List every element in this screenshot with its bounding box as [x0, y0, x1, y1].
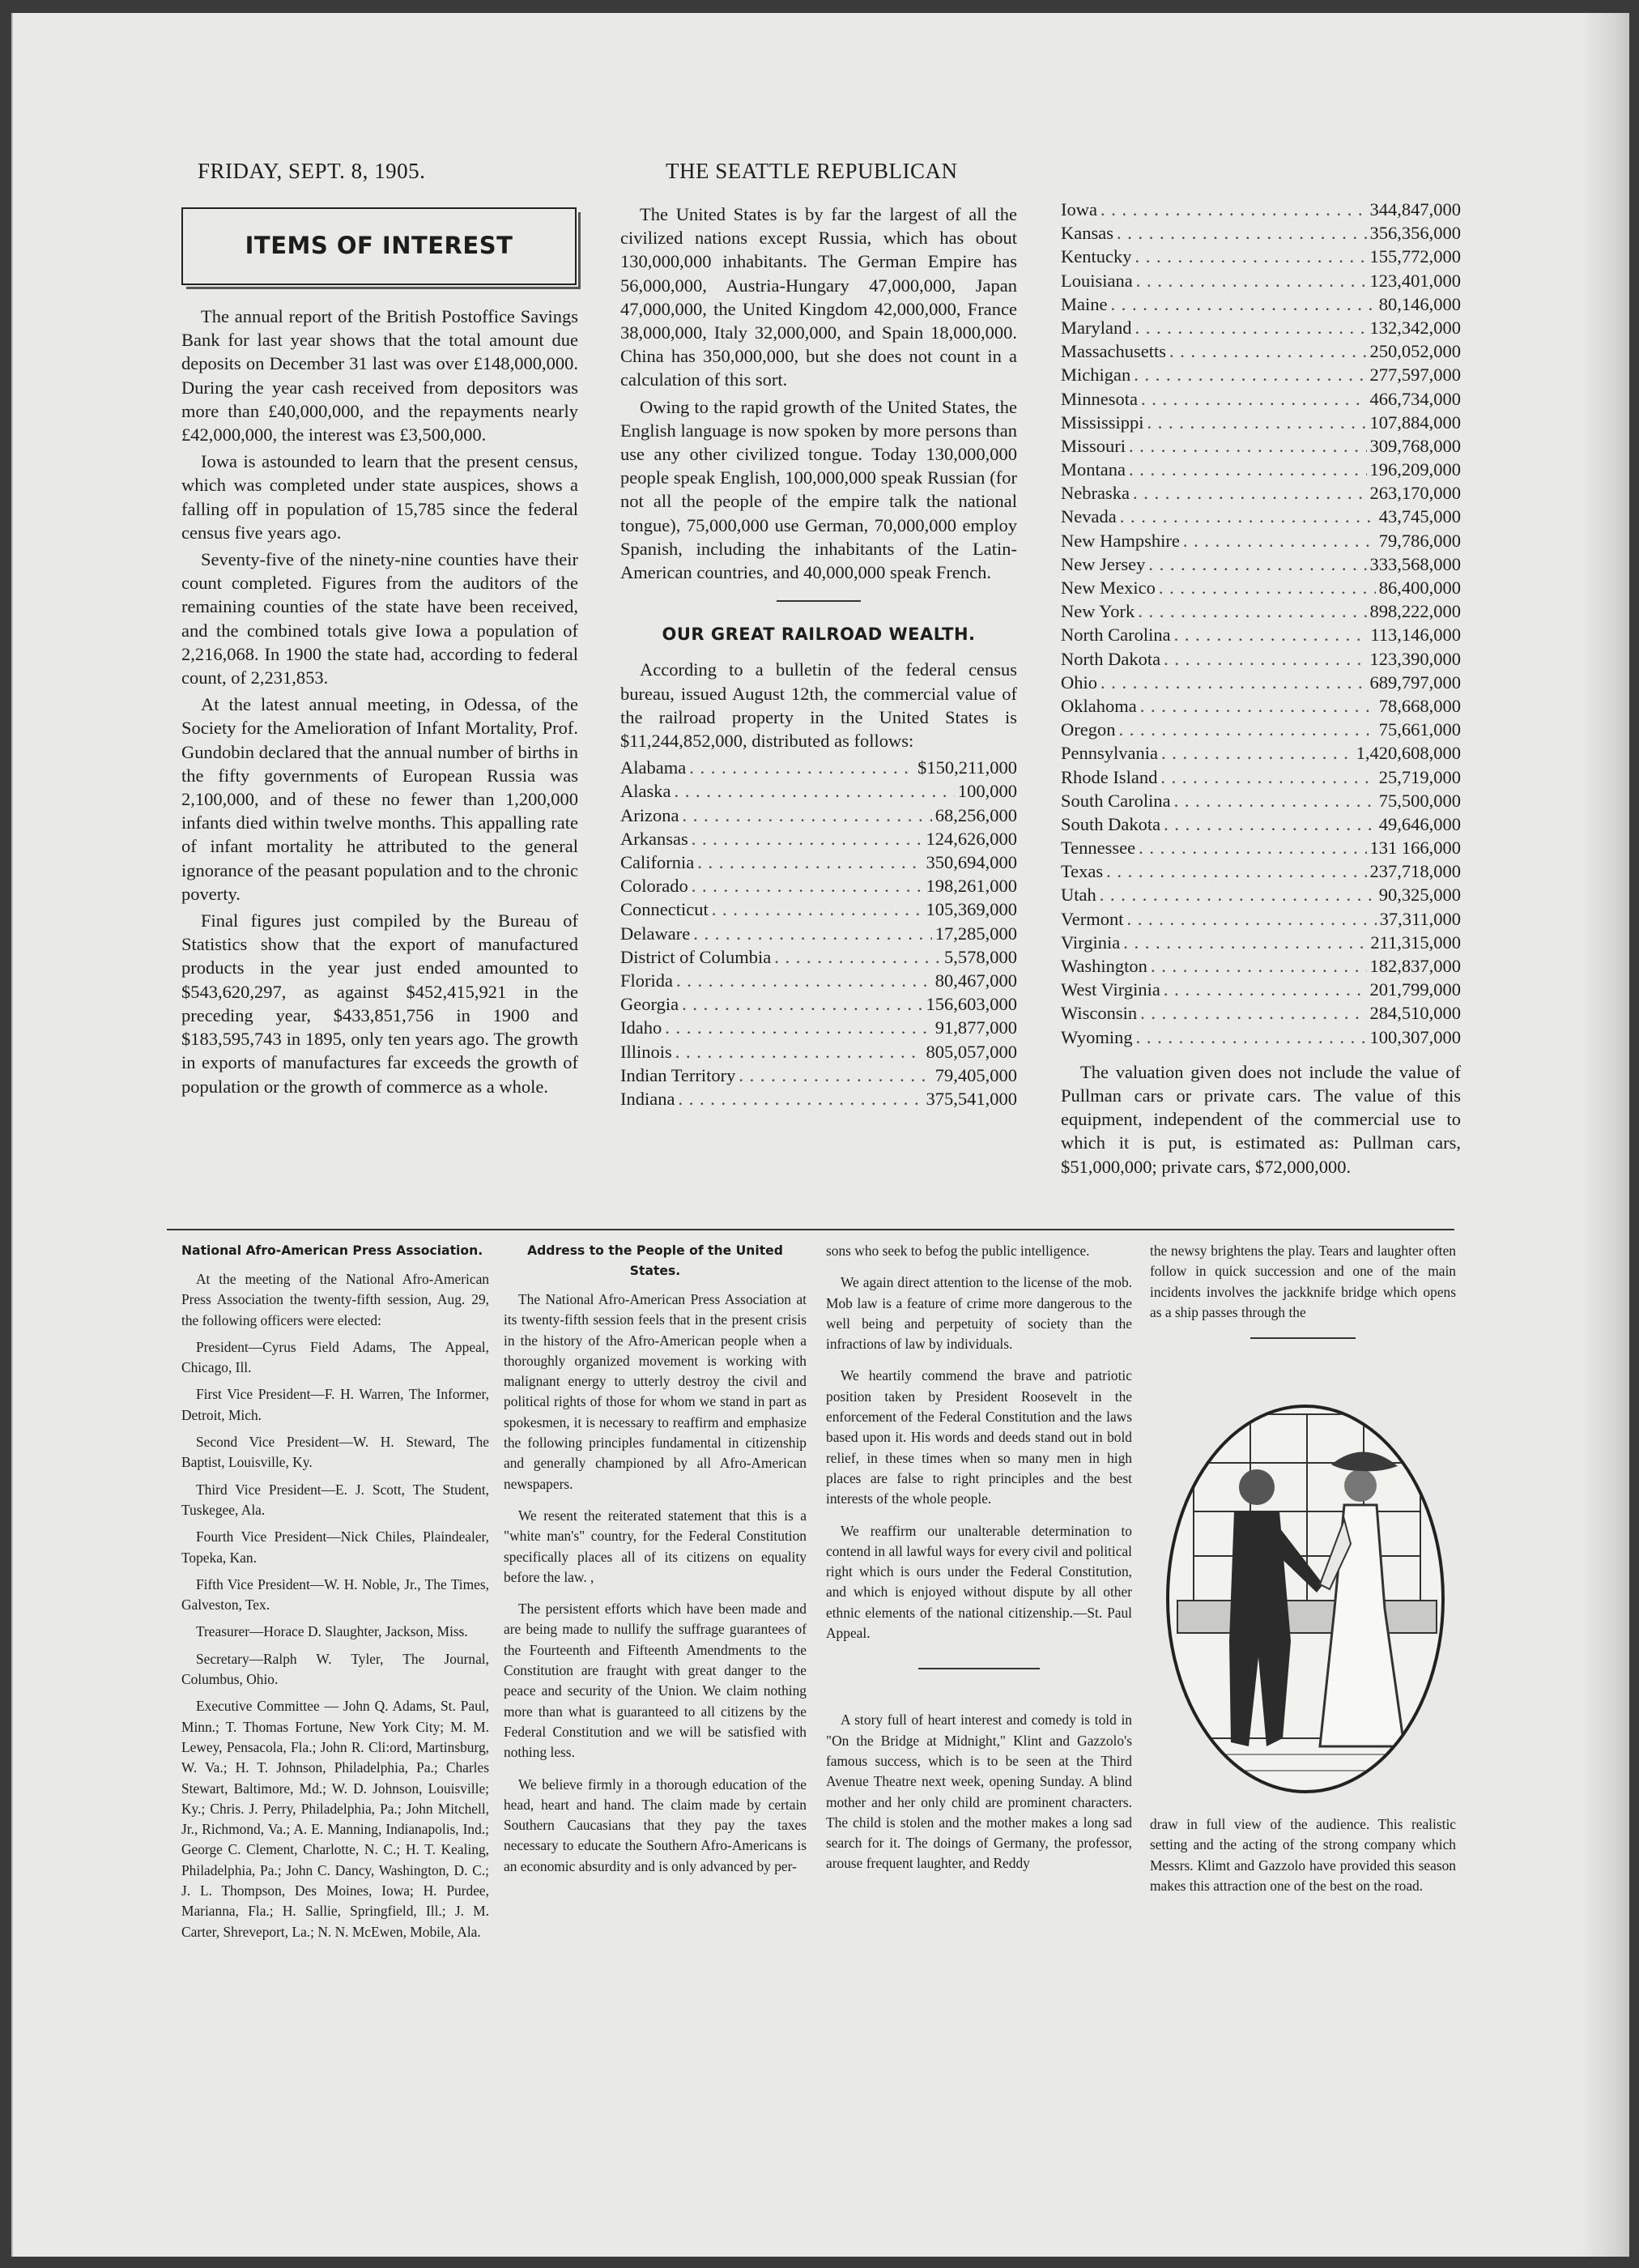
state-value-row: [1061, 198, 1461, 221]
state-value-row: [620, 1064, 1017, 1087]
state-name: South Carolina: [1061, 790, 1171, 811]
state-value-row: [1061, 458, 1461, 481]
railroad-value: 100,000: [957, 781, 1017, 802]
state-name: Georgia: [620, 994, 679, 1015]
address-column: [504, 1241, 807, 1883]
section-divider: [1250, 1337, 1356, 1339]
state-name: Arkansas: [620, 828, 688, 849]
state-value-row: [1061, 694, 1461, 718]
article-paragraph: The United States is by far the largest of all the civilized nations except Russia, which has obout 130,000,000 inhabitants. The German Empire has 56,000,000, Austria-Hungary 47,000,000, Japan 47,000,000, the United Kingdom 42,000,000, France 38,000,000, Italy 32,000,000, and Spain 18,000,000. China has 350,000,000, but she does not count in a calculation of this sort.: [620, 204, 1017, 390]
state-value-row: [620, 945, 1017, 969]
leader-dots: [739, 1064, 931, 1087]
railroad-value: 898,222,000: [1369, 601, 1461, 622]
article-paragraph: President—Cyrus Field Adams, The Appeal, Chicago, Ill.: [181, 1338, 489, 1376]
state-value-row: [620, 897, 1017, 921]
article-paragraph: At the latest annual meeting, in Odessa, of the Society for the Amelioration of Infant Mortality, Prof. Gundobin declared that the annual number of births in the fifty governments of European Russia was 2,100,000, and of these no fewer than 1,200,000 infants died within twelve months. This appalling rate of infant mortality he attributed to the general ignorance of the peasant population and to the chronic poverty.: [181, 694, 578, 904]
railroad-value: 78,668,000: [1378, 695, 1461, 716]
leader-dots: [1106, 859, 1366, 883]
article-paragraph: The persistent efforts which have been made and are being made to nullify the suffrage guarantees of the Fourteenth and Fifteenth Amendments to the Constitution are fraught with great danger to the peace and security of the Union. We claim nothing more than what is guaranteed to all citizens by the Federal Constitution and we will be satisfied with nothing less.: [504, 1601, 807, 1761]
state-name: North Carolina: [1061, 625, 1171, 646]
railroad-value: 80,467,000: [934, 970, 1017, 991]
state-value-row: [1061, 505, 1461, 528]
state-name: Louisiana: [1061, 270, 1133, 291]
state-value-row: [620, 874, 1017, 897]
article-paragraph: Treasurer—Horace D. Slaughter, Jackson, Miss.: [196, 1623, 468, 1640]
state-value-row: [620, 1016, 1017, 1039]
population-railroad-column: [620, 202, 1017, 1111]
state-value-row: [1061, 221, 1461, 245]
state-value-row: [1061, 481, 1461, 505]
leader-dots: [676, 969, 932, 992]
state-value-row: [1061, 623, 1461, 646]
state-value-row: [1061, 552, 1461, 576]
leader-dots: [1164, 978, 1367, 1001]
page-edge-shadow: [1581, 13, 1629, 2257]
state-name: Tennessee: [1061, 838, 1136, 859]
leader-dots: [693, 922, 932, 945]
state-name: Pennsylvania: [1061, 743, 1158, 764]
railroad-value: 155,772,000: [1369, 246, 1461, 267]
state-name: Wisconsin: [1061, 1003, 1138, 1024]
railroad-value: 344,847,000: [1369, 199, 1461, 220]
state-value-row: [1061, 339, 1461, 363]
article-paragraph: Third Vice President—E. J. Scott, The Student, Tuskegee, Ala.: [181, 1481, 489, 1518]
state-name: Indian Territory: [620, 1064, 736, 1085]
state-value-row: [1061, 1025, 1461, 1049]
leader-dots: [682, 804, 931, 827]
items-of-interest-box: [181, 207, 577, 285]
state-value-row: [620, 992, 1017, 1016]
article-paragraph: Fifth Vice President—W. H. Noble, Jr., The Times, Galveston, Tex.: [181, 1575, 489, 1614]
article-paragraph: We resent the reiterated statement that this is a "white man's" country, for the Federal Constitution specifically places all of its citizens on equality before the law. ,: [504, 1507, 807, 1585]
state-name: Minnesota: [1061, 388, 1138, 409]
article-paragraph: We heartily commend the brave and patriotic position taken by President Roosevelt in the enforcement of the Federal Constitution and the laws based upon it. His words and deeds stand out in bold relief, in these times when so many men in high places are false to right principles and the best interests of the whole people.: [826, 1367, 1132, 1507]
state-value-row: [620, 779, 1017, 803]
state-name: Vermont: [1061, 908, 1124, 929]
article-paragraph: The annual report of the British Postoffice Savings Bank for last year shows that the total amount due deposits on December 31 last was over £148,000,000. During the year cash received from depositors was more than £40,000,000, and the repayments nearly £42,000,000, the interest was £3,500,000.: [181, 306, 578, 446]
state-name: Idaho: [620, 1017, 662, 1038]
state-name: Texas: [1061, 861, 1104, 882]
state-name: Kansas: [1061, 223, 1113, 244]
railroad-value: 113,146,000: [1370, 625, 1461, 646]
railroad-value: 284,510,000: [1369, 1003, 1461, 1024]
railroad-value: 211,315,000: [1370, 932, 1461, 953]
railroad-value: 805,057,000: [926, 1041, 1017, 1062]
state-name: New York: [1061, 601, 1135, 622]
leader-dots: [1118, 718, 1375, 741]
state-name: Virginia: [1061, 932, 1121, 953]
theatre-column: [1150, 1241, 1456, 1357]
article-paragraph: Executive Committee — John Q. Adams, St. Paul, Minn.; T. Thomas Fortune, New York City; M. M. Lewey, Pensacola, Fla.; John R. Cli:ord, Martinsburg, W. Va.; H. T. Johnson, Philadelphia, Pa.; Charles Stewart, Baltimore, Md.; W. D. Johnson, Louisville; Ky.; Chris. J. Perry, Philadelphia, Pa.; John Mitchell, Jr., Richmond, Va.; A. E. Manning, Indianapolis, Ind.; George C. Clement, Charlotte, N. C.; H. T. Kealing, Philadelphia, Pa.; John C. Dancy, Washington, D. C.; J. L. Thompson, Des Moines, Iowa; H. Purdee, Marianna, Fla.; H. Sallie, Springfield, Ill.; J. M. Carter, Shreveport, La.; N. N. McEwen, Mobile, Ala.: [181, 1698, 489, 1940]
leader-dots: [1136, 269, 1367, 292]
railroad-value: 375,541,000: [926, 1088, 1017, 1109]
railroad-value: $150,211,000: [917, 757, 1017, 778]
state-value-row: [1061, 599, 1461, 623]
leader-dots: [1161, 741, 1353, 765]
state-value-row: [1061, 411, 1461, 434]
railroad-value: 17,285,000: [934, 923, 1017, 944]
state-name: Utah: [1061, 885, 1096, 906]
state-name: Alaska: [620, 781, 671, 802]
state-name: Nevada: [1061, 506, 1117, 527]
railroad-value: 196,209,000: [1369, 459, 1461, 480]
state-value-row: [1061, 859, 1461, 883]
leader-dots: [1164, 812, 1376, 836]
article-paragraph: Secretary—Ralph W. Tyler, The Journal, Columbus, Ohio.: [181, 1650, 489, 1688]
press-association-heading: National Afro-American Press Association.: [181, 1243, 483, 1258]
state-name: Indiana: [620, 1088, 675, 1109]
state-value-row: [1061, 434, 1461, 458]
leader-dots: [1151, 954, 1367, 978]
railroad-value: 466,734,000: [1369, 388, 1461, 409]
railroad-value: 86,400,000: [1378, 578, 1461, 598]
leader-dots: [1140, 694, 1376, 718]
state-name: Connecticut: [620, 899, 709, 920]
railroad-wealth-heading: OUR GREAT RAILROAD WEALTH.: [662, 625, 976, 645]
railroad-value: 356,356,000: [1369, 223, 1461, 244]
railroad-value: 79,786,000: [1378, 530, 1461, 551]
railroad-value: 132,342,000: [1369, 317, 1461, 338]
state-value-row: [620, 756, 1017, 779]
leader-dots: [1174, 623, 1368, 646]
leader-dots: [674, 779, 954, 803]
railroad-value: 309,768,000: [1369, 435, 1461, 456]
state-name: Maryland: [1061, 317, 1132, 338]
state-value-row: [1061, 1001, 1461, 1025]
leader-dots: [1134, 363, 1366, 386]
state-name: Kentucky: [1061, 246, 1132, 267]
leader-dots: [1183, 529, 1376, 552]
state-name: New Mexico: [1061, 578, 1156, 598]
state-name: Washington: [1061, 956, 1147, 976]
leader-dots: [774, 945, 941, 969]
state-name: New Hampshire: [1061, 530, 1180, 551]
leader-dots: [1100, 198, 1367, 221]
state-name: Wyoming: [1061, 1026, 1133, 1047]
leader-dots: [1117, 221, 1367, 245]
railroad-value: 263,170,000: [1369, 483, 1461, 504]
article-paragraph: We reaffirm our unalterable determination to contend in all lawful ways for every civil and political right which is ours under the Federal Constitution, and which is enjoyed without dispute by all other ethnic elements of the national citizenship.—St. Paul Appeal.: [826, 1522, 1132, 1642]
state-value-row: [1061, 245, 1461, 268]
state-value-row: [1061, 978, 1461, 1001]
state-name: Delaware: [620, 923, 691, 944]
state-name: Alabama: [620, 757, 687, 778]
railroad-value: 156,603,000: [926, 994, 1017, 1015]
horizontal-rule: [167, 1229, 1454, 1230]
state-name: California: [620, 852, 695, 873]
leader-dots: [682, 992, 922, 1016]
railroad-value: 75,661,000: [1378, 719, 1461, 740]
state-value-row: [1061, 647, 1461, 671]
railroad-value: 201,799,000: [1369, 979, 1461, 1000]
article-paragraph: sons who seek to befog the public intelligence.: [826, 1243, 1090, 1259]
state-value-row: [1061, 292, 1461, 316]
press-association-column: [181, 1241, 489, 1949]
state-name: Montana: [1061, 459, 1126, 480]
state-name: Maine: [1061, 293, 1108, 314]
leader-dots: [1138, 599, 1366, 623]
state-name: West Virginia: [1061, 979, 1160, 1000]
items-of-interest-column: [181, 305, 578, 1102]
railroad-value: 182,837,000: [1369, 956, 1461, 976]
state-values-list: [1061, 198, 1461, 1049]
state-name: South Dakota: [1061, 813, 1161, 834]
railroad-value: 237,718,000: [1369, 861, 1461, 882]
leader-dots: [1133, 481, 1367, 505]
railroad-value: 49,646,000: [1378, 813, 1461, 834]
railroad-value: 1,420,608,000: [1356, 743, 1461, 764]
article-paragraph: Iowa is astounded to learn that the present census, which was completed under state auspices, shows a falling off in population of 15,785 since the federal census five years ago.: [181, 451, 578, 543]
leader-dots: [1110, 292, 1375, 316]
leader-dots: [1159, 576, 1376, 599]
article-paragraph: draw in full view of the audience. This realistic setting and the acting of the strong company which Messrs. Klimt and Gazzolo have provided this season makes this attraction one of the best on the road.: [1150, 1816, 1456, 1894]
address-continued-column: [826, 1241, 1132, 1881]
state-value-row: [1061, 387, 1461, 411]
state-value-row: [1061, 363, 1461, 386]
state-name: Missouri: [1061, 435, 1126, 456]
leader-dots: [1136, 1025, 1367, 1049]
section-divider: [918, 1668, 1040, 1669]
state-value-row: [620, 922, 1017, 945]
state-value-row: [1061, 812, 1461, 836]
leader-dots: [1169, 339, 1367, 363]
newspaper-name: THE SEATTLE REPUBLICAN: [666, 159, 958, 183]
leader-dots: [1123, 931, 1367, 954]
state-value-row: [1061, 741, 1461, 765]
railroad-value: 277,597,000: [1369, 364, 1461, 386]
state-name: Rhode Island: [1061, 766, 1158, 787]
article-paragraph: Owing to the rapid growth of the United States, the English language is now spoken by more persons than use any other civilized tongue. Today 130,000,000 people speak English, 100,000,000 speak Russian (for not all the people of the empire talk the national tongue), 75,000,000 use German, 70,000,000 employ Spanish, including the inhabitants of the Latin-American countries, and 40,000,000 speak French.: [620, 396, 1017, 583]
article-paragraph: Seventy-five of the ninety-nine counties have their count completed. Figures from the auditors of the remaining counties of the state have been received, and the combined totals give Iowa a population of 2,216,068. In 1900 the state had, according to federal count, of 2,231,853.: [181, 549, 578, 688]
leader-dots: [689, 756, 914, 779]
state-values-list: [620, 756, 1017, 1111]
railroad-value: 107,884,000: [1369, 411, 1461, 433]
section-divider: [777, 600, 861, 602]
state-value-row: [1061, 907, 1461, 931]
leader-dots: [678, 1087, 922, 1111]
railroad-value: 124,626,000: [926, 828, 1017, 849]
leader-dots: [1160, 765, 1375, 789]
leader-dots: [1100, 883, 1376, 906]
railroad-value: 250,052,000: [1369, 341, 1461, 362]
leader-dots: [692, 827, 923, 850]
state-name: District of Columbia: [620, 946, 772, 967]
leader-dots: [1135, 245, 1366, 268]
state-value-row: [1061, 529, 1461, 552]
state-value-row: [1061, 765, 1461, 789]
leader-dots: [1135, 316, 1366, 339]
state-value-row: [1061, 718, 1461, 741]
railroad-value: 123,401,000: [1369, 270, 1461, 291]
railroad-value: 100,307,000: [1369, 1026, 1461, 1047]
leader-dots: [692, 874, 923, 897]
address-heading: Address to the People of the United States.: [527, 1243, 783, 1278]
railroad-value: 350,694,000: [926, 852, 1017, 873]
railroad-value: 79,405,000: [934, 1064, 1017, 1085]
newspaper-page: [11, 13, 1629, 2257]
state-name: Ohio: [1061, 671, 1097, 693]
state-values-column: [1061, 198, 1461, 1182]
theatre-illustration: [1161, 1398, 1450, 1800]
state-value-row: [620, 1087, 1017, 1111]
theatre-story: A story full of heart interest and comedy is told in "On the Bridge at Midnight," Klint and Gazzolo's famous success, which is to be seen at the Third Avenue Theatre next week, opening Sunday. A blind mother and her only child are prominent characters. The child is stolen and the mother makes a long sad search for it. The doings of Germany, the professor, arouse frequent laughter, and Reddy: [826, 1712, 1132, 1872]
railroad-value: 25,719,000: [1378, 766, 1461, 787]
article-paragraph: Second Vice President—W. H. Steward, The Baptist, Louisville, Ky.: [181, 1434, 489, 1471]
railroad-value: 43,745,000: [1378, 506, 1461, 527]
article-paragraph: We believe firmly in a thorough education of the head, heart and hand. The claim made by certain Southern Caucasians that they pay the taxes necessary to educate the Southern Afro-Americans is an economic absurdity and is only advanced by per-: [504, 1776, 807, 1874]
railroad-value: 131 166,000: [1369, 838, 1461, 859]
article-paragraph: We again direct attention to the license of the mob. Mob law is a feature of crime more dangerous to the well being and perpetuity of society than the infractions of law by individuals.: [826, 1274, 1132, 1353]
article-paragraph: The National Afro-American Press Association at its twenty-fifth session feels that in the present crisis in the history of the Afro-American people when a thoroughly organized movement is working with malignant energy to utterly destroy the civil and political rights of those for whom we stand in part as spokesmen, it is necessary to reaffirm and emphasize the following principles fundamental in citizenship and generally championed by all Afro-American newspapers.: [504, 1291, 807, 1492]
state-value-row: [1061, 789, 1461, 812]
state-name: Massachusetts: [1061, 341, 1166, 362]
leader-dots: [1148, 552, 1366, 576]
state-value-row: [1061, 836, 1461, 859]
state-name: Colorado: [620, 876, 688, 897]
leader-dots: [1139, 836, 1366, 859]
railroad-value: 37,311,000: [1379, 908, 1461, 929]
article-paragraph: The valuation given does not include the value of Pullman cars or private cars. The value of this equipment, independent of the commercial use to which it is put, is estimated as: Pullman cars, $51,000,000; private cars, $72,000,000.: [1061, 1061, 1461, 1177]
article-paragraph: According to a bulletin of the federal census bureau, issued August 12th, the commercial value of the railroad property in the United States is $11,244,852,000, distributed as follows:: [620, 659, 1017, 752]
railroad-value: 333,568,000: [1369, 553, 1461, 574]
railroad-value: 198,261,000: [926, 876, 1017, 897]
leader-dots: [1127, 907, 1377, 931]
leader-dots: [712, 897, 923, 921]
railroad-value: 105,369,000: [926, 899, 1017, 920]
state-name: Oregon: [1061, 719, 1116, 740]
article-paragraph: Final figures just compiled by the Bureau of Statistics show that the export of manufactured products in the year just ended amounted to $543,620,297, as against $452,415,921 in the preceding year, $433,851,756 in 1900 and $183,595,743 in 1895, only ten years ago. The growth in exports of manufactures far exceeds the growth of population or the growth of commerce as a whole.: [181, 910, 578, 1097]
leader-dots: [1164, 647, 1366, 671]
article-paragraph: First Vice President—F. H. Warren, The Informer, Detroit, Mich.: [181, 1386, 489, 1423]
state-name: Arizona: [620, 804, 679, 825]
leader-dots: [1141, 387, 1367, 411]
state-value-row: [620, 827, 1017, 850]
state-value-row: [1061, 954, 1461, 978]
state-name: Florida: [620, 970, 673, 991]
railroad-value: 75,500,000: [1378, 790, 1461, 811]
state-value-row: [620, 850, 1017, 874]
leader-dots: [665, 1016, 932, 1039]
state-value-row: [620, 804, 1017, 827]
article-paragraph: Fourth Vice President—Nick Chiles, Plaindealer, Topeka, Kan.: [181, 1528, 489, 1566]
state-name: Illinois: [620, 1041, 672, 1062]
state-name: Iowa: [1061, 199, 1097, 220]
theatre-continued: [1150, 1814, 1456, 1903]
state-value-row: [1061, 931, 1461, 954]
railroad-value: 90,325,000: [1378, 885, 1461, 906]
railroad-value: 689,797,000: [1369, 671, 1461, 693]
article-paragraph: At the meeting of the National Afro-American Press Association the twenty-fifth session, Aug. 29, the following officers were elected:: [181, 1271, 489, 1328]
leader-dots: [1140, 1001, 1366, 1025]
railroad-value: 123,390,000: [1369, 648, 1461, 669]
leader-dots: [1147, 411, 1367, 434]
state-value-row: [1061, 576, 1461, 599]
leader-dots: [1174, 789, 1376, 812]
items-of-interest-title: ITEMS OF INTEREST: [245, 232, 513, 259]
railroad-value: 5,578,000: [944, 946, 1017, 967]
leader-dots: [1100, 671, 1367, 694]
leader-dots: [1120, 505, 1376, 528]
issue-date: FRIDAY, SEPT. 8, 1905.: [198, 159, 426, 183]
state-name: Nebraska: [1061, 483, 1130, 504]
state-value-row: [1061, 316, 1461, 339]
leader-dots: [697, 850, 922, 874]
state-name: Oklahoma: [1061, 695, 1137, 716]
leader-dots: [1129, 434, 1366, 458]
railroad-value: 91,877,000: [934, 1017, 1017, 1038]
state-value-row: [1061, 883, 1461, 906]
railroad-value: 68,256,000: [934, 804, 1017, 825]
state-value-row: [620, 1040, 1017, 1064]
state-value-row: [620, 969, 1017, 992]
leader-dots: [675, 1040, 923, 1064]
state-name: North Dakota: [1061, 648, 1161, 669]
leader-dots: [1129, 458, 1367, 481]
railroad-value: 80,146,000: [1378, 293, 1461, 314]
state-name: Michigan: [1061, 364, 1131, 386]
state-name: Mississippi: [1061, 411, 1144, 433]
state-value-row: [1061, 269, 1461, 292]
state-name: New Jersey: [1061, 553, 1146, 574]
state-value-row: [1061, 671, 1461, 694]
article-paragraph: the newsy brightens the play. Tears and laughter often follow in quick succession and one of the main incidents involves the jackknife bridge which opens as a ship passes through the: [1150, 1243, 1456, 1320]
